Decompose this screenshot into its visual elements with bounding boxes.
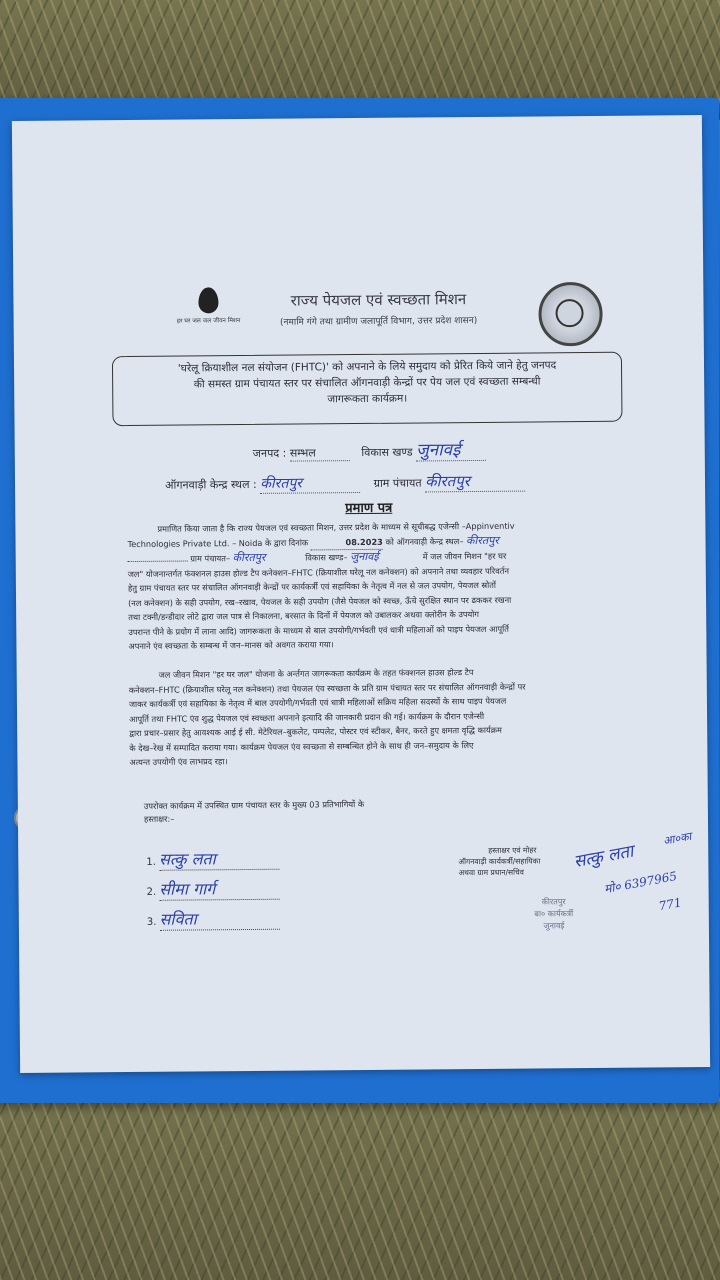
stamp-line: बा० कार्यकर्त्री bbox=[534, 909, 574, 919]
program-line: जागरूकता कार्यक्रम। bbox=[327, 392, 408, 406]
gram-panchayat-value: कीरतपुर bbox=[425, 471, 525, 493]
paragraph-line: उपरान्त पीने के प्रयोग में लाना आदि) जागरूकता के माध्यम से बाल उपयोगी/गर्भवती एवं धात्री महिलाओं को पाइप पेयजल आपूर्ति bbox=[128, 623, 509, 637]
aanganwadi-label: ऑगनवाड़ी केन्द्र स्थल : bbox=[164, 477, 257, 492]
ground-background-bottom bbox=[0, 1080, 720, 1280]
participant-signature: सविता bbox=[159, 907, 279, 931]
har-ghar-jal-logo bbox=[173, 287, 243, 325]
handwritten-block: जुनावई bbox=[350, 549, 379, 564]
text-segment: विकास खण्ड– bbox=[305, 552, 348, 563]
official-stamp bbox=[479, 896, 629, 933]
paragraph-line: अत्यन्त उपयोगी एंव लाभप्रद रहा। bbox=[129, 756, 228, 768]
signature-intro-line: हस्ताक्षर:– bbox=[143, 813, 175, 824]
program-date: 08.2023 bbox=[311, 534, 383, 550]
gram-panchayat-label: ग्राम पंचायत bbox=[373, 476, 422, 490]
participant-1 bbox=[146, 847, 279, 871]
participant-number: 2. bbox=[146, 886, 157, 898]
paragraph-line: द्वारा प्रचार–प्रसार हेतु आवश्यक आई ई सी. मेटेरियल–बुकलेट, पम्पलेट, पोस्टर एवं स्टीकर, बैनर, करते हुए क्षमता वृद्धि कार्यक्रम bbox=[129, 724, 502, 739]
participant-number: 3. bbox=[146, 916, 157, 928]
mission-title: राज्य पेयजल एवं स्वच्छता मिशन bbox=[290, 290, 467, 310]
paragraph-line: जल" योजनान्तर्गत फंक्शनल हाउस होल्ड टैप कनेक्शन–FHTC (क्रियाशील घरेलू नल कनेक्शन) को अपनाने तथा व्यवहार परिवर्तन bbox=[127, 565, 510, 579]
certificate-document bbox=[12, 115, 710, 1073]
text-segment: को ऑगनवाड़ी केन्द्र स्थल– bbox=[385, 535, 464, 547]
signatory-line: ऑगनवाड़ी कार्यकर्त्री/सहायिका bbox=[458, 856, 541, 867]
vikas-khand-label: विकास खण्ड bbox=[361, 445, 413, 459]
signatory-line: अथवा ग्राम प्रधान/सचिव bbox=[458, 867, 525, 878]
paragraph-line: तथा टक्नी/डन्डीदार लोटे द्वारा जल पात्र से निकालना, बरसात के दिनों में पेयजल को उबालकर अथवा क्लोरीन के उपयोग bbox=[128, 608, 479, 623]
signature-intro bbox=[144, 797, 444, 826]
paragraph-line: (नल कनेक्शन) के सही उपयोग, रख–रखाव, पेयजल के सही उपयोग (जैसे पेयजल को स्वच्छ, ऊँचे सुरक्षित स्थान पर ढककर रखना bbox=[128, 594, 512, 608]
stamp-line: जुनावई bbox=[543, 921, 565, 931]
stamp-line: कीरतपुर bbox=[541, 897, 566, 907]
participant-signature: सत्कु लता bbox=[159, 847, 279, 871]
signature-intro-line: उपरोक्त कार्यक्रम में उपस्थित ग्राम पंचायत स्तर के मुख्य 03 प्रतिभागियों के bbox=[143, 798, 365, 811]
paragraph-line: प्रमाणित किया जाता है कि राज्य पेयजल एवं स्वच्छता मिशन, उत्तर प्रदेश के माध्यम से सूचीबद्ध एजेन्सी –Appinventiv bbox=[157, 520, 515, 534]
vikas-khand-value: जुनावई bbox=[416, 437, 486, 462]
mission-subtitle: (नमामि गंगे तथा ग्रामीण जलापूर्ति विभाग, उत्तर प्रदेश शासन) bbox=[279, 315, 478, 328]
participant-number: 1. bbox=[146, 856, 156, 868]
water-drop-icon bbox=[198, 287, 218, 313]
participant-2 bbox=[146, 877, 279, 901]
text-segment: ग्राम पंचायत– bbox=[190, 553, 231, 564]
signatory-line: हस्ताक्षर एवं मोहर bbox=[488, 845, 537, 855]
up-government-emblem-icon bbox=[538, 282, 603, 347]
paragraph-line: के देख–रेख में सम्पादित कराया गया। कार्यक्रम पेयजल एंव स्वच्छता से सम्बन्धित होने के साथ ही जन–समुदाय के लिए bbox=[129, 739, 474, 753]
handwritten-site: कीरतपुर bbox=[465, 533, 499, 547]
paragraph-line: जल जीवन मिशन "हर घर जल" योजना के अर्न्तगत जागरूकता कार्यक्रम के तहत फंक्शनल हाउस होल्ड टैप bbox=[158, 667, 474, 680]
logo-caption: हर घर जल जल जीवन मिशन bbox=[176, 317, 241, 325]
text-segment: में जल जीवन मिशन "हर घर bbox=[422, 550, 507, 562]
participant-signature: सीमा गार्ग bbox=[159, 877, 279, 901]
janpad-label: जनपद : bbox=[252, 446, 287, 460]
handwritten-phone-suffix: 771 bbox=[657, 895, 683, 914]
paragraph-line: जाकर कार्यकर्त्री एवं सहायिका के नेतृत्व में बाल उपयोगी/गर्भवती एवं धात्री महिलाओं सक्रिय महिला सदस्यों के साथ पाइप पेयजल bbox=[128, 695, 507, 710]
participant-3 bbox=[147, 907, 280, 931]
text-segment: Technologies Private Ltd. – Noida के द्वारा दिनांक bbox=[127, 536, 309, 549]
handwritten-phone: मो० 6397965 bbox=[602, 868, 679, 897]
janpad-value: सम्भल bbox=[290, 445, 350, 462]
janpad-field bbox=[253, 437, 487, 463]
handwritten-signature: सत्कु लता bbox=[572, 841, 636, 873]
handwritten-note: आ०का bbox=[662, 829, 693, 848]
certificate-paragraph-2 bbox=[129, 663, 650, 769]
program-line: की समस्त ग्राम पंचायत स्तर पर संचालित ऑगनवाड़ी केन्द्रों पर पेय जल एवं स्वच्छता सम्बन्धी bbox=[193, 375, 541, 391]
paragraph-line: कनेक्शन–FHTC (क्रियाशील घरेलू नल कनेक्शन) तथा पेयजल एंव स्वच्छता के प्रति ग्राम पंचायत स्तर पर संचालित ऑगनवाड़ी केन्द्रों पर bbox=[128, 681, 526, 695]
handwritten-panchayat: कीरतपुर bbox=[232, 550, 266, 565]
paragraph-line: आपूर्ति तथा FHTC एंव शुद्ध पेयजल एवं स्वच्छता अपनाने इत्यादि की जानकारी प्रदान की गई। कार्यक्रम के दौरान एजेन्सी bbox=[129, 710, 485, 724]
paragraph-line: हेतु ग्राम पंचायत स्तर पर संचालित ऑगनवाड़ी केन्द्रों पर कार्यकर्त्री एवं सहायिका के नेतृत्व में नल से जल उपयोग, पेयजल स्रोतों bbox=[127, 579, 497, 594]
aanganwadi-value: कीरतपुर bbox=[260, 473, 360, 494]
paragraph-line: अपनाने एंव स्वच्छता के सम्बन्ध में जन–मानस को अवगत कराया गया। bbox=[128, 639, 334, 652]
program-description-box bbox=[112, 352, 623, 426]
program-line: 'घरेलू क्रियाशील नल संयोजन (FHTC)' को अपनाने के लिये समुदाय को प्रेरित किये जाने हेतु जनपद bbox=[177, 359, 557, 375]
certificate-paragraph-1 bbox=[127, 517, 648, 653]
aanganwadi-field bbox=[165, 471, 525, 495]
certificate-title: प्रमाण पत्र bbox=[345, 500, 393, 517]
